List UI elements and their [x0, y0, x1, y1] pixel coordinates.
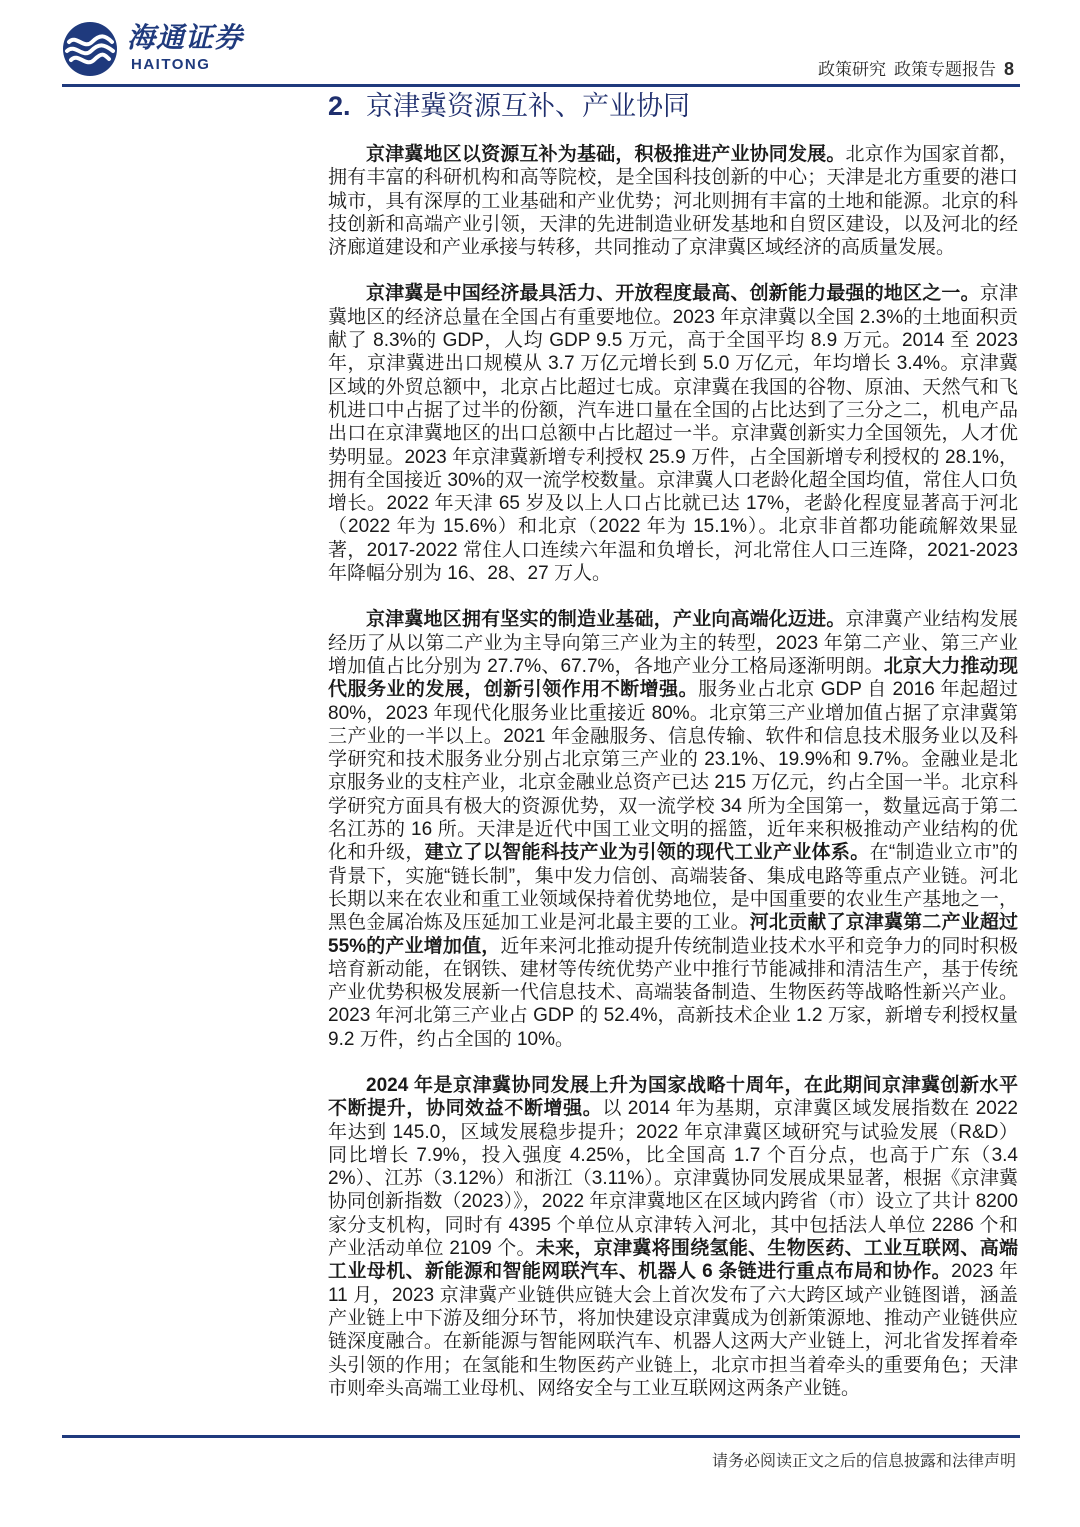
- paragraph-emphasis: 未来，京津冀将围绕氢能、生物医药、工业互联网、高端工业母机、新能源和智能网联汽车、机器人 6 条链进行重点布局和协作。: [328, 1238, 1018, 1283]
- paragraph-text: 服务业占北京 GDP 自 2016 年起超过 80%，2023 年现代化服务业比重接近 80%。北京第三产业增加值占据了京津冀第三产业的一半以上。2021 年金融服务、信息传输、软件和信息技术服务业以及科学研究和技术服务业分别占北京第三产业的 23.1%、19.9%和 9.7%。金融业是北京服务业的支柱产业，北京金融业总资产已达 215 万亿元，约占全国一半。北京科学研究方面具有极大的资源优势，双一流学校 34 所为全国第一，数量远高于第二名江苏的 16 所。天津是近代中国工业文明的摇篮，近年来积极推动产业结构的优化和升级，: [328, 679, 1018, 864]
- paragraph-3: [328, 608, 1018, 1051]
- paragraph-lead: 京津冀地区拥有坚实的制造业基础，产业向高端化迈进。: [366, 609, 846, 631]
- paragraph-lead: 京津冀是中国经济最具活力、开放程度最高、创新能力最强的地区之一。: [366, 283, 980, 305]
- section-title-text: 京津冀资源互补、产业协同: [366, 91, 690, 121]
- paragraph-text: 以 2014 年为基期，京津冀区域发展指数在 2022 年达到 145.0，区域发展稳步提升；2022 年京津冀区域研究与试验发展（R&D）同比增长 7.9%，投入强度 4.25%，比全国高 1.7 个百分点，也高于广东（3.42%）、江苏（3.12%）和浙江（3.11%）。京津冀协同发展成果显著，根据《京津冀协同创新指数（2023）》，2022 年京津冀地区在区域内跨省（市）设立了共计 8200 家分支机构，同时有 4395 个单位从京津转入河北，其中包括法人单位 2286 个和产业活动单位 2109 个。: [328, 1098, 1018, 1260]
- paragraph-emphasis: 北京大力推动现代服务业的发展，创新引领作用不断增强。: [328, 655, 1018, 701]
- header-category: 政策研究: [817, 60, 886, 79]
- paragraph-emphasis: 建立了以智能科技产业为引领的现代工业产业体系。: [424, 842, 870, 864]
- paragraph-4: [328, 1074, 1018, 1400]
- header-report-type: 政策专题报告: [893, 60, 996, 79]
- logo-name-en: HAITONG: [131, 56, 211, 73]
- running-header: [818, 58, 1014, 81]
- paragraph-text: 2023 年 11 月，2023 京津冀产业链供应链大会上首次发布了六大跨区域产业链图谱，涵盖产业链上中下游及细分环节，将加快建设京津冀成为创新策源地、推动产业链供应链深度融合。在新能源与智能网联汽车、机器人这两大产业链上，河北省发挥着牵头引领的作用；在氢能和生物医药产业链上，北京市担当着牵头的重要角色；天津市则牵头高端工业母机、网络安全与工业互联网这两条产业链。: [328, 1261, 1019, 1399]
- haitong-emblem-icon: [62, 21, 118, 77]
- paragraph-1: [328, 143, 1018, 259]
- paragraph-lead: 京津冀地区以资源互补为基础，积极推进产业协同发展。: [366, 144, 846, 165]
- paragraph-text: 北京作为国家首都，拥有丰富的科研机构和高等院校，是全国科技创新的中心；天津是北方重要的港口城市，具有深厚的工业基础和产业优势；河北则拥有丰富的土地和能源。北京的科技创新和高端产业引领，天津的先进制造业研发基地和自贸区建设，以及河北的经济廊道建设和产业承接与转移，共同推动了京津冀区域经济的高质量发展。: [328, 144, 1018, 259]
- footer-disclaimer: 请务必阅读正文之后的信息披露和法律声明: [711, 1453, 1016, 1470]
- paragraph-emphasis: 河北贡献了京津冀第二产业超过 55%的产业增加值，: [328, 912, 1018, 957]
- paragraph-text: 京津冀产业结构发展经历了从以第二产业为主导向第三产业为主的转型，2023 年第二产业、第三产业增加值占比分别为 27.7%、67.7%，各地产业分工格局逐渐明朗。: [328, 609, 1018, 677]
- paragraph-lead: 2024 年是京津冀协同发展上升为国家战略十周年，在此期间京津冀创新水平不断提升，协同效益不断增强。: [328, 1074, 1018, 1120]
- page-number: 8: [1003, 59, 1014, 79]
- paragraph-text: 在“制造业立市”的背景下，实施“链长制”，集中发力信创、高端装备、集成电路等重点产业链。河北长期以来在农业和重工业领域保持着优势地位，是中国重要的农业生产基地之一，黑色金属冶炼及压延加工业是河北最主要的工业。: [328, 842, 1018, 934]
- section-heading: [328, 89, 1018, 123]
- paragraph-text: 京津冀地区的经济总量在全国占有重要地位。2023 年京津冀以全国 2.3%的土地面积贡献了 8.3%的 GDP，人均 GDP 9.5 万元，高于全国平均 8.9 万元。2014 至 2023 年，京津冀进出口规模从 3.7 万亿元增长到 5.0 万亿元，年均增长 3.4%。京津冀区域的外贸总额中，北京占比超过七成。京津冀在我国的谷物、原油、天然气和飞机进口中占据了过半的份额，汽车进口量在全国的占比达到了三分之二，机电产品出口在京津冀地区的出口总额中占比超过一半。京津冀创新实力全国领先，人才优势明显。2023 年京津冀新增专利授权 25.9 万件，占全国新增专利授权的 28.1%，拥有全国接近 30%的双一流学校数量。京津冀人口老龄化超全国均值，常住人口负增长。2022 年天津 65 岁及以上人口占比就已达 17%，老龄化程度显著高于河北（2022 年为 15.6%）和北京（2022 年为 15.1%）。北京非首都功能疏解效果显著，2017-2022 常住人口连续六年温和负增长，河北常住人口三连降，2021-2023 年降幅分别为 16、28、27 万人。: [328, 283, 1018, 585]
- header-divider: [62, 84, 1020, 87]
- footer-divider: [62, 1435, 1020, 1438]
- paragraph-text: 近年来河北推动提升传统制造业技术水平和竞争力的同时积极培育新动能，在钢铁、建材等传统优势产业中推行节能减排和清洁生产，基于传统产业优势积极发展新一代信息技术、高端装备制造、生物医药等战略性新兴产业。2023 年河北第三产业占 GDP 的 52.4%，高新技术企业 1.2 万家，新增专利授权量 9.2 万件，约占全国的 10%。: [328, 935, 1018, 1050]
- paragraph-2: [328, 282, 1018, 585]
- section-number: 2.: [328, 91, 351, 121]
- logo-name-cn: 海通证券: [127, 22, 244, 53]
- section-body: [328, 89, 1018, 1400]
